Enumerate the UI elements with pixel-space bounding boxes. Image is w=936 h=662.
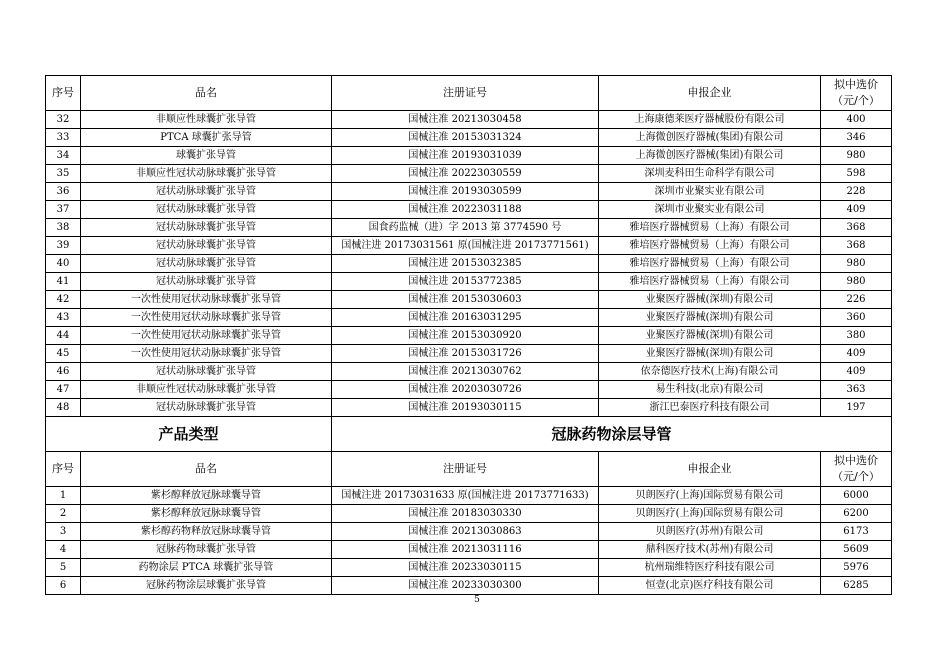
- header-company: 申报企业: [599, 76, 821, 111]
- cell-seq: 1: [46, 487, 81, 505]
- cell-company: 贝朗医疗(上海)国际贸易有限公司: [599, 487, 821, 505]
- cell-price: 598: [821, 165, 892, 183]
- cell-company: 杭州瑞维特医疗科技有限公司: [599, 559, 821, 577]
- header-price: [821, 452, 892, 487]
- cell-reg: 国械注准 20223030559: [332, 165, 599, 183]
- cell-reg: 国械注进 20173031561 原(国械注进 20173771561): [332, 237, 599, 255]
- header-price-line1: 拟中选价: [834, 78, 878, 91]
- cell-company: 业聚医疗器械(深圳)有限公司: [599, 291, 821, 309]
- cell-price: 6285: [821, 577, 892, 595]
- table-row: [46, 399, 892, 417]
- table-row: [46, 523, 892, 541]
- cell-reg: 国械注准 20163031295: [332, 309, 599, 327]
- cell-seq: 44: [46, 327, 81, 345]
- cell-reg: 国械注准 20193031039: [332, 147, 599, 165]
- table-row: [46, 183, 892, 201]
- cell-seq: 6: [46, 577, 81, 595]
- cell-company: 深圳麦科田生命科学有限公司: [599, 165, 821, 183]
- cell-company: 雅培医疗器械贸易（上海）有限公司: [599, 255, 821, 273]
- cell-name: 紫杉醇释放冠脉球囊导管: [81, 487, 332, 505]
- cell-price: 980: [821, 147, 892, 165]
- cell-price: 5609: [821, 541, 892, 559]
- header-reg: 注册证号: [332, 452, 599, 487]
- cell-seq: 38: [46, 219, 81, 237]
- table-row: [46, 541, 892, 559]
- cell-price: 228: [821, 183, 892, 201]
- table-row: [46, 381, 892, 399]
- cell-reg: 国械注准 20233030115: [332, 559, 599, 577]
- table-row: [46, 327, 892, 345]
- cell-name: 一次性使用冠状动脉球囊扩张导管: [81, 309, 332, 327]
- cell-price: 980: [821, 273, 892, 291]
- cell-name: 冠状动脉球囊扩张导管: [81, 255, 332, 273]
- cell-company: 雅培医疗器械贸易（上海）有限公司: [599, 219, 821, 237]
- cell-seq: 43: [46, 309, 81, 327]
- cell-price: 6173: [821, 523, 892, 541]
- table-row: [46, 273, 892, 291]
- cell-name: 非顺应性冠状动脉球囊扩张导管: [81, 381, 332, 399]
- cell-price: 6000: [821, 487, 892, 505]
- cell-seq: 37: [46, 201, 81, 219]
- cell-price: 409: [821, 363, 892, 381]
- cell-price: 980: [821, 255, 892, 273]
- header-reg: 注册证号: [332, 76, 599, 111]
- cell-name: 非顺应性球囊扩张导管: [81, 111, 332, 129]
- cell-seq: 35: [46, 165, 81, 183]
- cell-name: 冠脉药物球囊扩张导管: [81, 541, 332, 559]
- cell-name: 冠脉药物涂层球囊扩张导管: [81, 577, 332, 595]
- header-seq: 序号: [46, 452, 81, 487]
- page-number: 5: [474, 595, 480, 605]
- cell-seq: 39: [46, 237, 81, 255]
- cell-seq: 4: [46, 541, 81, 559]
- cell-seq: 42: [46, 291, 81, 309]
- cell-price: 226: [821, 291, 892, 309]
- cell-seq: 41: [46, 273, 81, 291]
- header-company: 申报企业: [599, 452, 821, 487]
- cell-reg: 国械注准 20153030920: [332, 327, 599, 345]
- cell-name: 冠状动脉球囊扩张导管: [81, 399, 332, 417]
- table-row: [46, 201, 892, 219]
- table-row: [46, 237, 892, 255]
- cell-company: 雅培医疗器械贸易（上海）有限公司: [599, 273, 821, 291]
- cell-name: 紫杉醇释放冠脉球囊导管: [81, 505, 332, 523]
- cell-name: PTCA 球囊扩张导管: [81, 129, 332, 147]
- table-row: [46, 255, 892, 273]
- cell-company: 业聚医疗器械(深圳)有限公司: [599, 309, 821, 327]
- cell-reg: 国械注准 20193030115: [332, 399, 599, 417]
- cell-price: 368: [821, 219, 892, 237]
- cell-name: 冠状动脉球囊扩张导管: [81, 237, 332, 255]
- cell-company: 业聚医疗器械(深圳)有限公司: [599, 345, 821, 363]
- cell-price: 363: [821, 381, 892, 399]
- cell-reg: 国食药监械（进）字 2013 第 3774590 号: [332, 219, 599, 237]
- cell-reg: 国械注准 20153031324: [332, 129, 599, 147]
- cell-price: 400: [821, 111, 892, 129]
- section-value: 冠脉药物涂层导管: [332, 417, 892, 452]
- table-row: [46, 345, 892, 363]
- cell-company: 深圳市业聚实业有限公司: [599, 201, 821, 219]
- table-header-row: [46, 76, 892, 111]
- cell-seq: 36: [46, 183, 81, 201]
- cell-reg: 国械注进 20153032385: [332, 255, 599, 273]
- cell-seq: 47: [46, 381, 81, 399]
- cell-company: 易生科技(北京)有限公司: [599, 381, 821, 399]
- cell-price: 409: [821, 201, 892, 219]
- section-label: 产品类型: [46, 417, 332, 452]
- table-row: [46, 559, 892, 577]
- cell-price: 6200: [821, 505, 892, 523]
- cell-reg: 国械注准 20213030458: [332, 111, 599, 129]
- cell-company: 上海康德莱医疗器械股份有限公司: [599, 111, 821, 129]
- table-row: [46, 165, 892, 183]
- cell-seq: 40: [46, 255, 81, 273]
- table-row: [46, 111, 892, 129]
- table-row: [46, 219, 892, 237]
- cell-seq: 5: [46, 559, 81, 577]
- cell-seq: 2: [46, 505, 81, 523]
- cell-name: 冠状动脉球囊扩张导管: [81, 219, 332, 237]
- table-row: [46, 487, 892, 505]
- cell-company: 上海微创医疗器械(集团)有限公司: [599, 147, 821, 165]
- cell-name: 冠状动脉球囊扩张导管: [81, 183, 332, 201]
- cell-reg: 国械注准 20193030599: [332, 183, 599, 201]
- table-row: [46, 363, 892, 381]
- cell-price: 360: [821, 309, 892, 327]
- cell-company: 深圳市业聚实业有限公司: [599, 183, 821, 201]
- cell-reg: 国械注准 20183030330: [332, 505, 599, 523]
- cell-seq: 32: [46, 111, 81, 129]
- cell-company: 贝朗医疗(苏州)有限公司: [599, 523, 821, 541]
- cell-name: 一次性使用冠状动脉球囊扩张导管: [81, 291, 332, 309]
- cell-reg: 国械注进 20173031633 原(国械注进 20173771633): [332, 487, 599, 505]
- table-row: [46, 577, 892, 595]
- procurement-table: [45, 75, 892, 595]
- header-price-line1: 拟中选价: [834, 454, 878, 467]
- header-name: 品名: [81, 452, 332, 487]
- cell-name: 一次性使用冠状动脉球囊扩张导管: [81, 345, 332, 363]
- cell-company: 业聚医疗器械(深圳)有限公司: [599, 327, 821, 345]
- cell-price: 380: [821, 327, 892, 345]
- header-price-line2: （元/个）: [832, 94, 880, 107]
- cell-reg: 国械注准 20223031188: [332, 201, 599, 219]
- header-seq: 序号: [46, 76, 81, 111]
- table-row: [46, 309, 892, 327]
- cell-reg: 国械注准 20153031726: [332, 345, 599, 363]
- table-row: [46, 147, 892, 165]
- cell-company: 依奈德医疗技术(上海)有限公司: [599, 363, 821, 381]
- cell-price: 346: [821, 129, 892, 147]
- cell-price: 409: [821, 345, 892, 363]
- cell-seq: 3: [46, 523, 81, 541]
- cell-price: 5976: [821, 559, 892, 577]
- cell-seq: 46: [46, 363, 81, 381]
- cell-company: 鼎科医疗技术(苏州)有限公司: [599, 541, 821, 559]
- cell-name: 球囊扩张导管: [81, 147, 332, 165]
- cell-name: 药物涂层 PTCA 球囊扩张导管: [81, 559, 332, 577]
- cell-company: 贝朗医疗(上海)国际贸易有限公司: [599, 505, 821, 523]
- section-row: [46, 417, 892, 452]
- cell-reg: 国械注准 20213030863: [332, 523, 599, 541]
- header-name: 品名: [81, 76, 332, 111]
- cell-name: 冠状动脉球囊扩张导管: [81, 273, 332, 291]
- cell-seq: 33: [46, 129, 81, 147]
- cell-seq: 48: [46, 399, 81, 417]
- cell-reg: 国械注准 20233030300: [332, 577, 599, 595]
- table-row: [46, 291, 892, 309]
- cell-reg: 国械注进 20153772385: [332, 273, 599, 291]
- cell-name: 冠状动脉球囊扩张导管: [81, 363, 332, 381]
- cell-company: 恒壹(北京)医疗科技有限公司: [599, 577, 821, 595]
- table-row: [46, 505, 892, 523]
- cell-price: 197: [821, 399, 892, 417]
- header-price-line2: （元/个）: [832, 470, 880, 483]
- cell-reg: 国械注准 20203030726: [332, 381, 599, 399]
- cell-reg: 国械注准 20213031116: [332, 541, 599, 559]
- table-row: [46, 129, 892, 147]
- cell-reg: 国械注准 20153030603: [332, 291, 599, 309]
- cell-name: 一次性使用冠状动脉球囊扩张导管: [81, 327, 332, 345]
- cell-name: 冠状动脉球囊扩张导管: [81, 201, 332, 219]
- cell-price: 368: [821, 237, 892, 255]
- table-header-row: [46, 452, 892, 487]
- cell-seq: 45: [46, 345, 81, 363]
- cell-seq: 34: [46, 147, 81, 165]
- cell-reg: 国械注准 20213030762: [332, 363, 599, 381]
- cell-name: 紫杉醇药物释放冠脉球囊导管: [81, 523, 332, 541]
- cell-company: 浙江巴泰医疗科技有限公司: [599, 399, 821, 417]
- cell-company: 雅培医疗器械贸易（上海）有限公司: [599, 237, 821, 255]
- header-price: [821, 76, 892, 111]
- cell-name: 非顺应性冠状动脉球囊扩张导管: [81, 165, 332, 183]
- cell-company: 上海微创医疗器械(集团)有限公司: [599, 129, 821, 147]
